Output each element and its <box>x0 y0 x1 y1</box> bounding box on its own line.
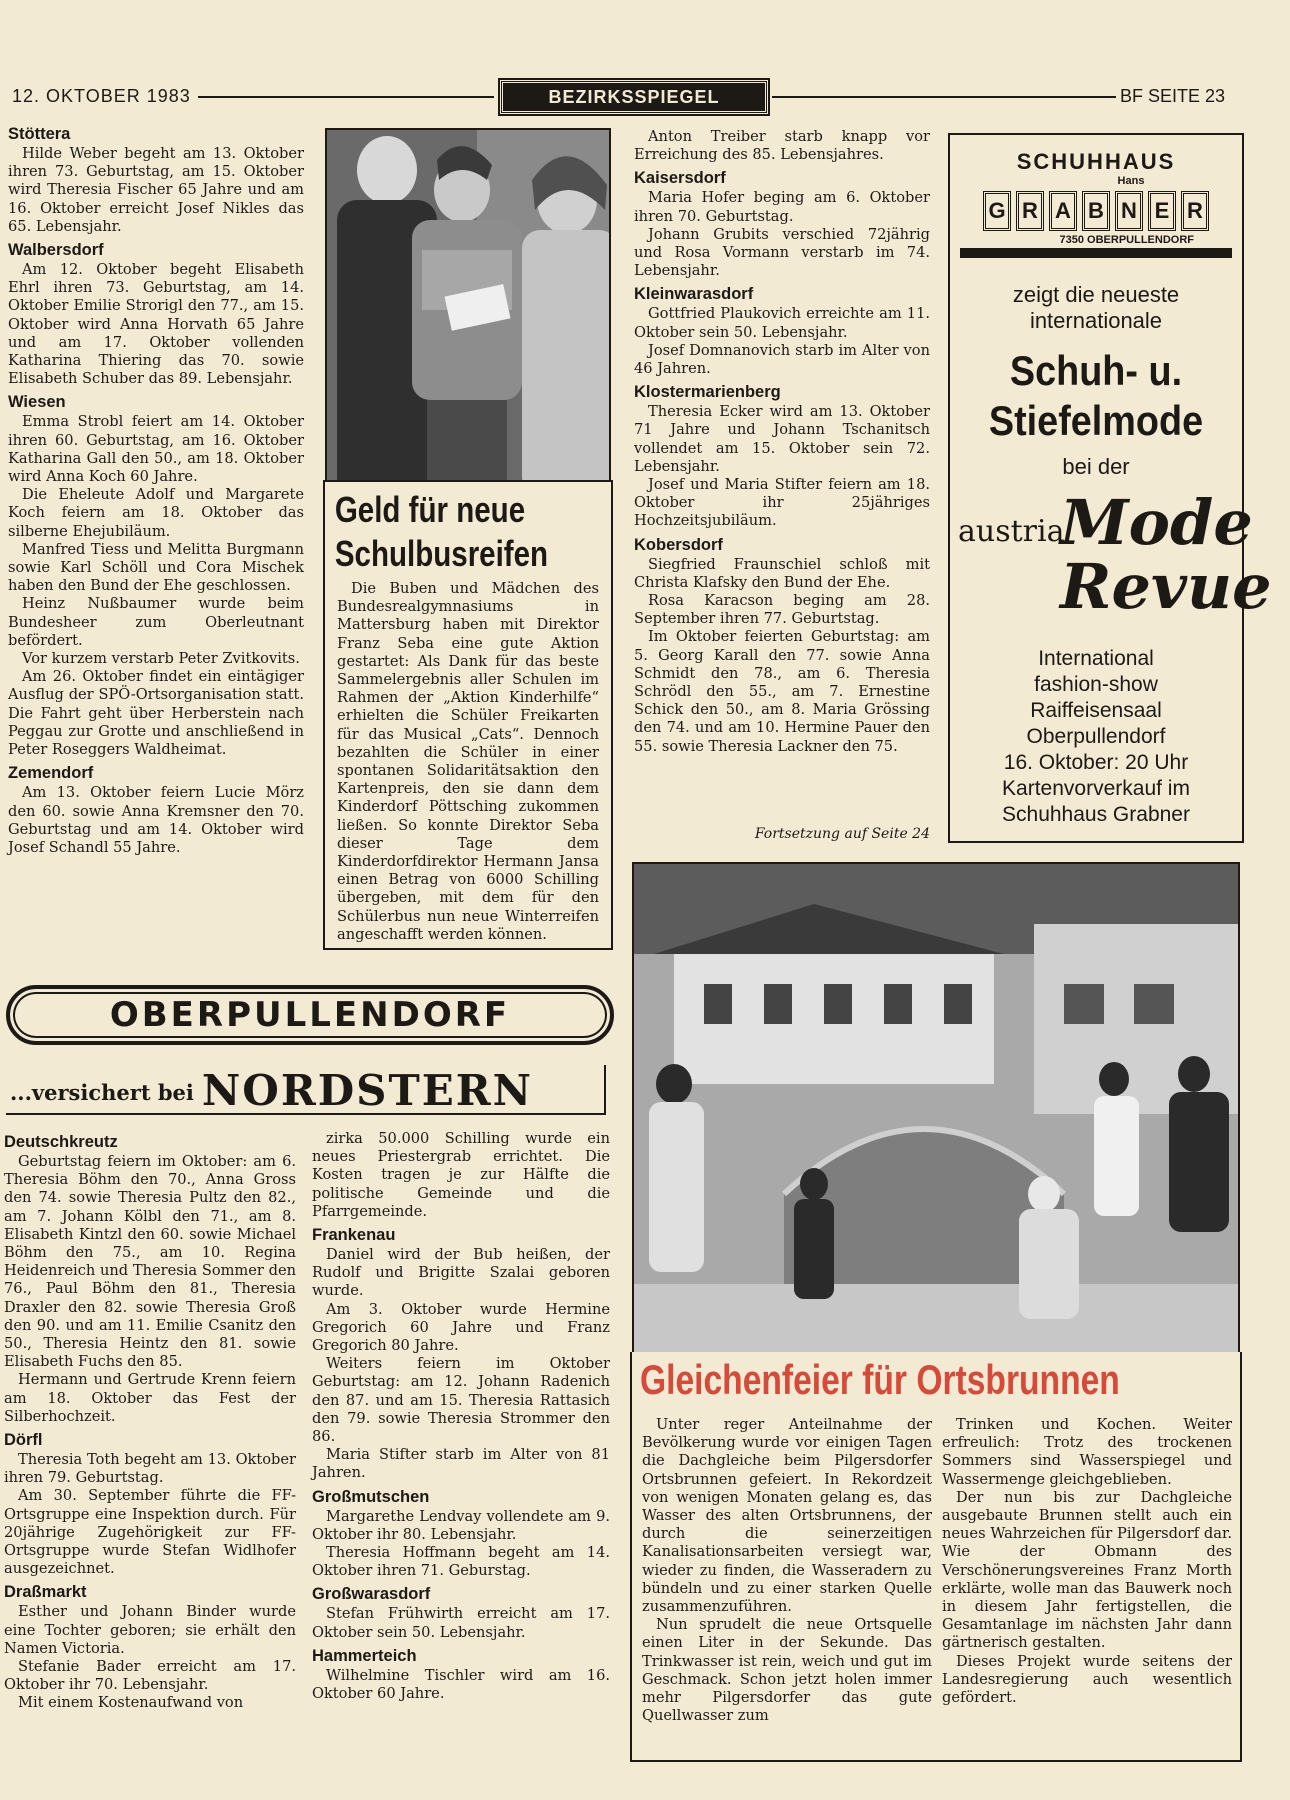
nordstern-brand: NORDSTERN <box>201 1066 534 1115</box>
news-paragraph: Theresia Toth begeht am 13. Oktober ihren 79. Geburtstag. <box>4 1451 296 1487</box>
news-paragraph: Am 12. Oktober begeht Elisabeth Ehrl ihren 73. Geburtstag, am 14. Oktober Emilie Strorigl den 77., am 15. Oktober wird Anna Horvath 65 Jahre und am 17. Oktober vollenden Katharina Thiering das 70. sowie Elisabeth Schuber das 89. Lebensjahr. <box>8 261 304 388</box>
village-heading: Frankenau <box>312 1226 396 1245</box>
news-paragraph: Manfred Tiess und Melitta Burgmann sowie Karl Schöll und Cora Mischek haben den Bund der Ehe geschlossen. <box>8 540 304 595</box>
village-heading: Walbersdorf <box>8 241 104 260</box>
article-paragraph: Dieses Projekt wurde seitens der Landesregierung auch wesentlich gefördert. <box>942 1652 1232 1707</box>
village-heading: Stöttera <box>8 125 71 143</box>
news-paragraph: Gottfried Plaukovich erreichte am 11. Oktober sein 50. Lebensjahr. <box>634 305 930 341</box>
village-heading: Großwarasdorf <box>312 1585 431 1604</box>
issue-date: 12. OKTOBER 1983 <box>12 86 191 106</box>
section-title: BEZIRKSSPIEGEL <box>500 80 768 114</box>
news-paragraph: Margarethe Lendvay vollendete am 9. Oktober ihr 80. Lebensjahr. <box>312 1507 610 1543</box>
news-paragraph: Theresia Hoffmann begeht am 14. Oktober ihren 71. Geburstag. <box>312 1544 610 1580</box>
news-paragraph: zirka 50.000 Schilling wurde ein neues Priestergrab errichtet. Die Kosten tragen je zur Hälfte die politische Gemeinde und die Pfarrgemeinde. <box>312 1130 610 1220</box>
news-paragraph: Vor kurzem verstarb Peter Zvitkovits. <box>22 650 300 668</box>
article-headline-line2: Schulbusreifen <box>334 533 549 574</box>
column-villages-3 <box>634 128 930 756</box>
photo-school-handover <box>325 128 611 493</box>
village-heading: Klostermarienberg <box>634 383 781 402</box>
ad-info-line: Kartenvorverkauf im <box>1002 777 1190 800</box>
ad-brand-small: Hans <box>1117 175 1145 187</box>
article-schulbusreifen <box>323 480 613 950</box>
news-paragraph: Maria Hofer beging am 6. Oktober ihren 70. Geburtstag. <box>634 189 930 225</box>
village-heading: Wiesen <box>8 393 66 412</box>
ad-headline-2: Stiefelmode <box>988 397 1204 444</box>
logo-letter: N <box>1115 191 1143 231</box>
news-paragraph: Emma Strobl feiert am 14. Oktober ihren 60. Geburtstag, am 16. Oktober Katharina Gall den 50., am 18. Oktober wird Anna Koch 60 Jahre. <box>8 413 304 486</box>
logo-letter: R <box>1181 191 1209 231</box>
news-paragraph: Wilhelmine Tischler wird am 16. Oktober 60 Jahre. <box>312 1666 610 1703</box>
continuation-note: Fortsetzung auf Seite 24 <box>754 826 930 842</box>
news-paragraph: Hilde Weber begeht am 13. Oktober ihren 73. Geburtstag, am 15. Oktober wird Theresia Fischer 65 Jahre und am 16. Oktober erreicht Josef Nikles das 65. Lebensjahr. <box>8 145 304 235</box>
news-paragraph: Heinz Nußbaumer wurde beim Bundesheer zum Oberleutnant befördert. <box>8 595 304 649</box>
nordstern-prefix: ...versichert bei <box>10 1080 194 1105</box>
news-paragraph: Josef und Maria Stifter feiern am 18. Oktober ihr 25jähriges Hochzeitsjubiläum. <box>634 476 930 530</box>
logo-letter: A <box>1049 191 1077 231</box>
village-heading: Kaisersdorf <box>634 169 726 188</box>
column-villages-1 <box>8 120 304 857</box>
news-paragraph: Die Eheleute Adolf und Margarete Koch feiern am 18. Oktober das silberne Ehejubiläum. <box>8 486 304 540</box>
photo-ortsbrunnen <box>632 862 1240 1362</box>
ad-logo-grabner <box>950 191 1242 231</box>
ad-bei-der: bei der <box>1062 454 1130 479</box>
village-heading: Dörfl <box>4 1431 43 1450</box>
news-paragraph: Am 3. Oktober wurde Hermine Gregorich 60 Jahre und Franz Gregorich 80 Jahre. <box>312 1300 610 1355</box>
logo-letter: R <box>1016 191 1044 231</box>
header-rule-right <box>772 96 1116 98</box>
ad-brand-top: SCHUHHAUS <box>1016 149 1176 174</box>
village-heading: Draßmarkt <box>4 1583 87 1602</box>
logo-letter: G <box>983 191 1011 231</box>
news-paragraph: Siegfried Fraunschiel schloß mit Christa Klafsky den Bund der Ehe. <box>634 555 930 591</box>
article-body <box>325 576 611 944</box>
ad-line2: internationale <box>1029 308 1163 333</box>
logo-letter: B <box>1082 191 1110 231</box>
town-banner-oberpullendorf: OBERPULLENDORF <box>6 985 614 1045</box>
news-paragraph: Stefanie Bader erreicht am 17. Oktober ihr 70. Lebensjahr. <box>4 1658 296 1694</box>
news-paragraph: Am 30. September führte die FF-Ortsgruppe eine Inspektion durch. Für 20jährige Zugehörigkeit zur FF-Ortsgruppe wurde Stefan Widlhofer ausgezeichnet. <box>4 1487 296 1578</box>
ad-event-info <box>950 646 1242 828</box>
news-paragraph: Im Oktober feierten Geburtstag: am 5. Georg Karall den 77. sowie Anna Schmidt den 78., am 6. Theresia Schrödl den 55., am 7. Ernestine Schick den 50., am 8. Maria Grössing den 74. und am 10. Hermine Pauer den 55. sowie Theresia Lackner den 75. <box>634 628 930 755</box>
article-headline: Gleichenfeier für Ortsbrunnen <box>640 1356 1120 1403</box>
village-heading: Großmutschen <box>312 1487 430 1506</box>
ad-mode-revue-logo <box>950 486 1272 626</box>
ad-info-line: fashion-show <box>1034 673 1158 696</box>
article-paragraph: Die Buben und Mädchen des Bundesrealgymnasiums in Mattersburg haben mit Direktor Franz Seba eine gute Aktion gestartet: Als Dank für das beste Sammelergebnis aller Schulen im Rahmen der „Aktion Kinderhilfe“ erhielten die Schüler Freikarten für das Musical „Cats“. Dennoch bezahlten die Schüler in einer spontanen Solidaritätsaktion den Kartenpreis, den sie dann dem Kinderdorf Pöttsching zukommen ließen. So konnte Direktor Seba dieser Tage dem Kinderdorfdirektor Hermann Jansa einen Betrag von 6000 Schilling übergeben, mit dem für den Schülerbus nun neue Winterreifen angeschafft werden können. <box>337 580 599 943</box>
column-villages-a <box>4 1128 296 1713</box>
village-heading: Zemendorf <box>8 764 94 783</box>
village-heading: Kleinwarasdorf <box>634 285 754 304</box>
photo-people-illustration <box>327 130 611 493</box>
news-paragraph: Geburtstag feiern im Oktober: am 6. Theresia Böhm den 70., Anna Gross den 74. sowie Theresia Pultz den 82., am 7. Johann Kölbl den 71., am 8. Elisabeth Kintzl den 60. sowie Michael Böhm den 75., am 10. Regina Heidenreich und Theresia Sommer den 76., Paul Böhm den 81., Theresia Draxler den 82. sowie Theresia Groß den 90. und am 11. Emilie Csanitz den 50., Theresia Heintz den 81. sowie Elisabeth Fuchs den 85. <box>4 1153 296 1371</box>
ad-info-line: Oberpullendorf <box>1026 725 1166 748</box>
ad-info-line: Raiffeisensaal <box>1030 699 1162 722</box>
article-headline-line1: Geld für neue <box>334 489 526 530</box>
village-heading: Kobersdorf <box>634 535 723 554</box>
article-body-right <box>942 1416 1232 1707</box>
article-paragraph: Nun sprudelt die neue Ortsquelle einen Liter in der Sekunde. Das Trinkwasser ist rein, weich und gut im Geschmack. Schon jetzt holen immer mehr Pilgersdorfer das gute Quellwasser zum <box>642 1616 932 1725</box>
village-heading: Deutschkreutz <box>4 1133 118 1151</box>
page-number: BF SEITE 23 <box>1120 86 1226 106</box>
ad-austria: austria <box>958 514 1065 549</box>
photo-fountain-illustration <box>634 864 1240 1362</box>
village-heading: Hammerteich <box>312 1646 417 1665</box>
news-paragraph: Rosa Karacson beging am 28. September ihren 77. Geburtstag. <box>634 592 930 628</box>
ad-line1: zeigt die neueste <box>1012 282 1180 307</box>
ad-headline-1: Schuh- u. <box>1009 347 1183 394</box>
news-paragraph: Johann Grubits verschied 72jährig und Rosa Vormann verstarb im 74. Lebensjahr. <box>634 225 930 280</box>
news-paragraph: Weiters feiern im Oktober Geburtstag: am 12. Johann Radenich den 87. und am 15. Theresia Rattasich den 79. sowie Theresia Strommer den 86. <box>312 1355 610 1446</box>
news-paragraph: Anton Treiber starb knapp vor Erreichung des 85. Lebensjahres. <box>634 128 930 164</box>
article-body-left <box>642 1416 932 1725</box>
news-paragraph: Theresia Ecker wird am 13. Oktober 71 Jahre und Johann Tschanitsch vollendet am 15. Oktober sein 72. Lebensjahr. <box>634 403 930 475</box>
news-paragraph: Hermann und Gertrude Krenn feiern am 18. Oktober das Fest der Silberhochzeit. <box>4 1371 296 1425</box>
article-paragraph: Der nun bis zur Dachgleiche ausgebaute Brunnen stellt auch ein neues Wahrzeichen für Pilgersdorf dar. Wie der Obmann des Verschönerungsvereines Franz Morth erklärte, wolle man das Bauwerk noch in diesem Jahr fertigstellen, die Gesamtanlage im nächsten Jahr dann gärtnerisch gestalten. <box>942 1488 1232 1652</box>
news-paragraph: Mit einem Kostenaufwand von <box>18 1694 244 1712</box>
news-paragraph: Daniel wird der Bub heißen, der Rudolf und Brigitte Szalai geboren wurde. <box>312 1246 610 1300</box>
news-paragraph: Maria Stifter starb im Alter von 81 Jahren. <box>312 1446 610 1482</box>
news-paragraph: Stefan Frühwirth erreicht am 17. Oktober sein 50. Lebensjahr. <box>312 1605 610 1641</box>
ad-info-line: 16. Oktober: 20 Uhr <box>1003 751 1189 774</box>
news-paragraph: Esther und Johann Binder wurde eine Tochter geboren; sie erhält den Namen Victoria. <box>4 1603 296 1657</box>
news-paragraph: Am 13. Oktober feiern Lucie Mörz den 60. sowie Anna Kremsner den 70. Geburtstag und am 14. Oktober wird Josef Schandl 55 Jahre. <box>8 784 304 856</box>
ad-info-line: International <box>1038 647 1154 670</box>
news-paragraph: Josef Domnanovich starb im Alter von 46 Jahren. <box>634 341 930 378</box>
news-paragraph: Am 26. Oktober findet ein eintägiger Ausflug der SPÖ-Ortsorganisation statt. Die Fahrt geht über Herberstein nach Peggau zur Grotte und anschließend in Peter Roseggers Waldheimat. <box>8 668 304 759</box>
logo-letter: E <box>1148 191 1176 231</box>
column-villages-b <box>312 1130 610 1703</box>
advertisement-schuhhaus-grabner <box>948 133 1272 843</box>
nordstern-ad <box>6 1065 606 1115</box>
ad-revue: Revue <box>1060 550 1272 623</box>
header-rule-left <box>198 96 494 98</box>
article-paragraph: Unter reger Anteilnahme der Bevölkerung wurde vor einigen Tagen die Dachgleiche beim Pilgersdorfer Ortsbrunnen gefeiert. In Rekordzeit von wenigen Monaten gelang es, das Wasser des alten Ortsbrunnens, der durch die seinerzeitigen Kanalisationsarbeiten versiegt war, wieder zu finden, die Wasseradern zu bündeln und zu einer starken Quelle zusammenzuführen. <box>642 1416 932 1616</box>
article-paragraph: Trinken und Kochen. Weiter erfreulich: Trotz des trockenen Sommers sind Wasserspiegel und Wassermenge gleichgeblieben. <box>942 1416 1232 1488</box>
ad-info-line: Schuhhaus Grabner <box>1002 803 1190 826</box>
ad-bar <box>960 248 1232 258</box>
ad-mode: Mode <box>1060 486 1253 559</box>
article-gleichenfeier <box>630 1352 1242 1762</box>
ad-address: 7350 OBERPULLENDORF <box>1059 234 1194 246</box>
